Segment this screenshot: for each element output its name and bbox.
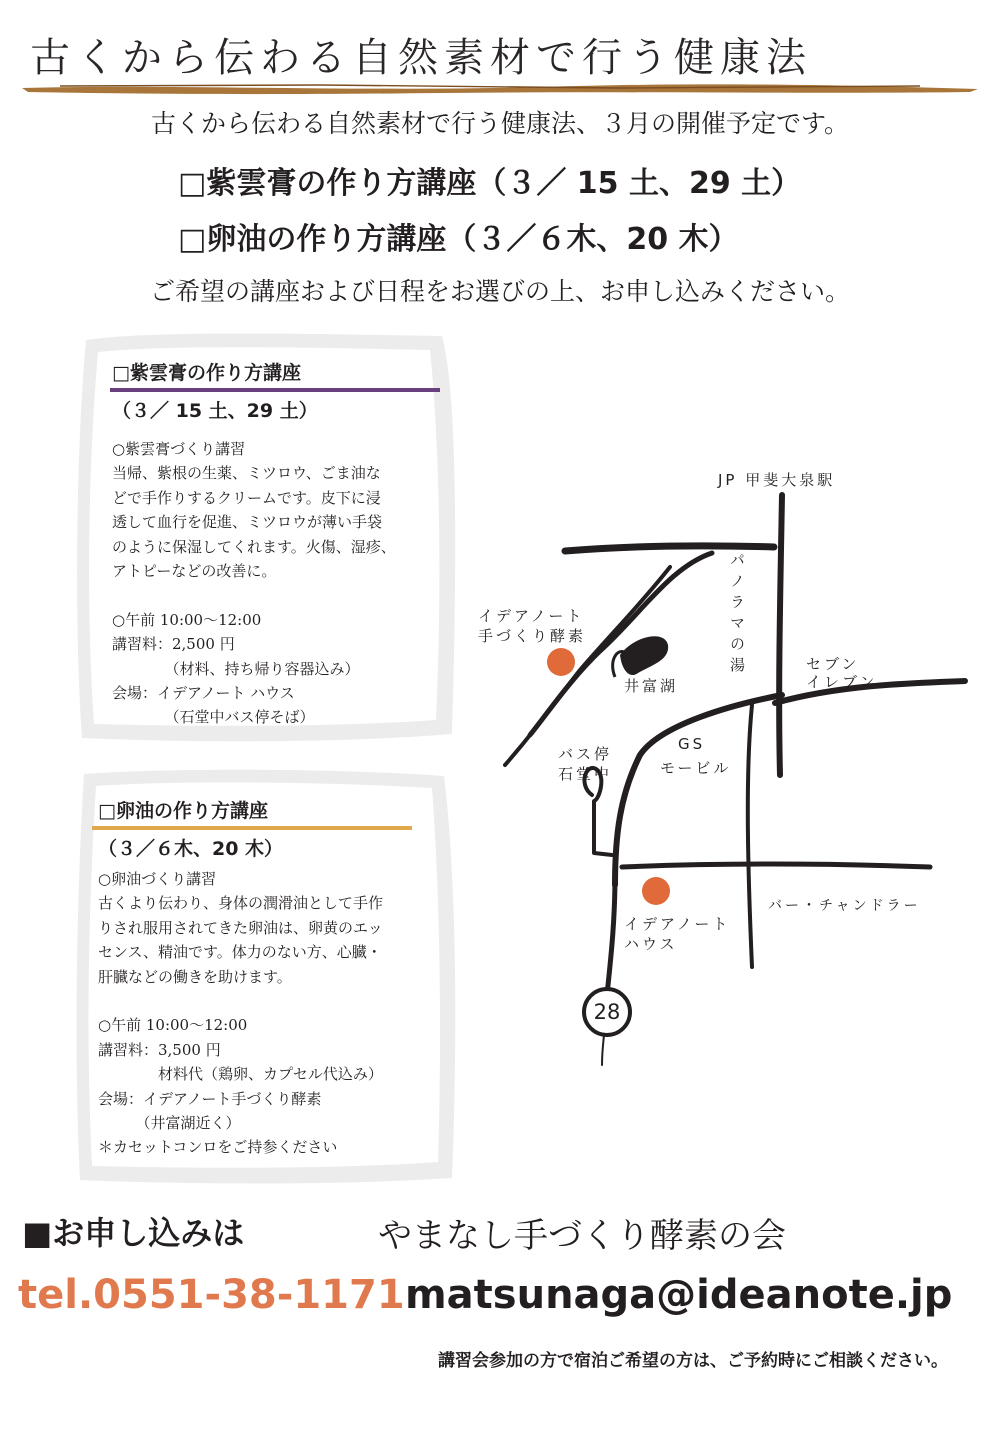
card-line: ○午前 10:00〜12:00: [98, 1016, 248, 1035]
card-line: 講習料：3,500 円: [98, 1040, 221, 1059]
organization-name: やまなし手づくり酵素の会: [378, 1216, 786, 1256]
map-fermentation-label-1: イデアノート: [478, 607, 585, 625]
map-station-label: JP 甲斐大泉駅: [718, 471, 836, 489]
page-title: 古くから伝わる自然素材で行う健康法: [30, 35, 812, 81]
card-line: ○午前 10:00〜12:00: [112, 610, 262, 629]
card-line: （材料、持ち帰り容器込み）: [112, 659, 360, 678]
map-seven-label-2: イレブン: [806, 673, 878, 691]
card-shiunko-body: [112, 437, 440, 730]
card-shiunko-heading: □紫雲膏の作り方講座: [112, 362, 301, 384]
apply-label: ■お申し込みは: [22, 1214, 245, 1252]
card-line: （井富湖近く）: [98, 1114, 241, 1133]
phone-link[interactable]: tel.0551-38-1171: [18, 1272, 405, 1318]
card-line: アトピーなどの改善に。: [112, 562, 277, 581]
card-line: （石堂中バス停そば）: [112, 708, 315, 727]
card-line: 透して血行を促進、ミツロウが薄い手袋: [112, 513, 383, 532]
road-upper-horizontal: [565, 546, 774, 551]
lodging-note: 講習会参加の方で宿泊ご希望の方は、ご予約時にご相談ください。: [438, 1351, 948, 1371]
card-line: 会場：イデアノート手づくり酵素: [98, 1089, 322, 1108]
road-route28-south: [602, 1035, 604, 1065]
marker-house: [642, 877, 670, 905]
card-line: [112, 583, 440, 607]
map-fermentation-label-2: 手づくり酵素: [478, 627, 587, 645]
map-gs-label-1: GS: [678, 735, 706, 753]
road-lower-horizontal: [622, 864, 930, 867]
card-line: のように保湿してくれます。火傷、湿疹、: [112, 537, 396, 556]
email-link[interactable]: matsunaga@ideanote.jp: [405, 1272, 953, 1318]
card-ranyu-underline: [92, 826, 412, 830]
card-line: ○紫雲膏づくり講習: [112, 440, 246, 458]
card-ranyu-body: [98, 867, 412, 1160]
map-house-label-1: イデアノート: [624, 915, 731, 933]
course-summary-ranyu: □卵油の作り方講座（３／６木、20 木）: [178, 222, 739, 257]
map-seven-label-1: セブン: [806, 655, 860, 673]
card-shiunko-underline: [110, 388, 440, 392]
card-line: ＊カセットコンロをご持参ください: [98, 1138, 338, 1157]
map-bar-label: バー・チャンドラー: [768, 898, 921, 914]
card-ranyu-heading: □卵油の作り方講座: [98, 800, 268, 822]
outro-text: ご希望の講座および日程をお選びの上、お申し込みください。: [149, 277, 850, 306]
card-shiunko-dates: （３／ 15 土、29 土）: [112, 400, 318, 422]
road-east-south: [748, 705, 752, 967]
route-28-label: 28: [593, 1000, 621, 1024]
card-line: [98, 989, 412, 1013]
card-line: センス、精油です。体力のない方、心臓・: [98, 943, 382, 962]
map-bus-label-2: 石堂中: [558, 765, 613, 783]
marker-fermentation: [547, 648, 575, 676]
card-line: 当帰、紫根の生薬、ミツロウ、ごま油な: [112, 464, 381, 483]
card-line: ○卵油づくり講習: [98, 870, 217, 888]
card-shiunko: [112, 358, 440, 730]
road-station-north: [779, 495, 782, 775]
map-lake-label: 井富湖: [624, 677, 679, 695]
intro-text: 古くから伝わる自然素材で行う健康法、３月の開催予定です。: [150, 109, 849, 138]
map-gs-label-2: モービル: [660, 759, 732, 777]
brush-stroke-divider: [20, 82, 980, 96]
card-ranyu: [98, 796, 412, 1160]
course-summary-shiunko: □紫雲膏の作り方講座（３／ 15 土、29 土）: [178, 166, 802, 201]
road-main-curve: [615, 695, 782, 885]
card-line: 古くより伝わり、身体の潤滑油として手作: [98, 894, 384, 913]
map-house-label-2: ハウス: [624, 935, 678, 953]
card-ranyu-dates: （３／６木、20 木）: [98, 838, 284, 860]
road-route28: [607, 875, 615, 995]
lake-shape: [620, 636, 668, 675]
map-panorama-label: パノラマの湯: [728, 552, 746, 678]
card-line: 講習料：2,500 円: [112, 635, 235, 654]
card-line: 肝臓などの働きを助けます。: [98, 967, 292, 986]
card-line: どで手作りするクリームです。皮下に浸: [112, 488, 381, 507]
card-line: 会場：イデアノート ハウス: [112, 684, 295, 703]
map-bus-label-1: バス停: [558, 745, 613, 763]
card-line: 材料代（鶏卵、カプセル代込み）: [98, 1065, 383, 1084]
card-line: りされ服用されてきた卵油は、卵黄のエッ: [98, 918, 383, 937]
